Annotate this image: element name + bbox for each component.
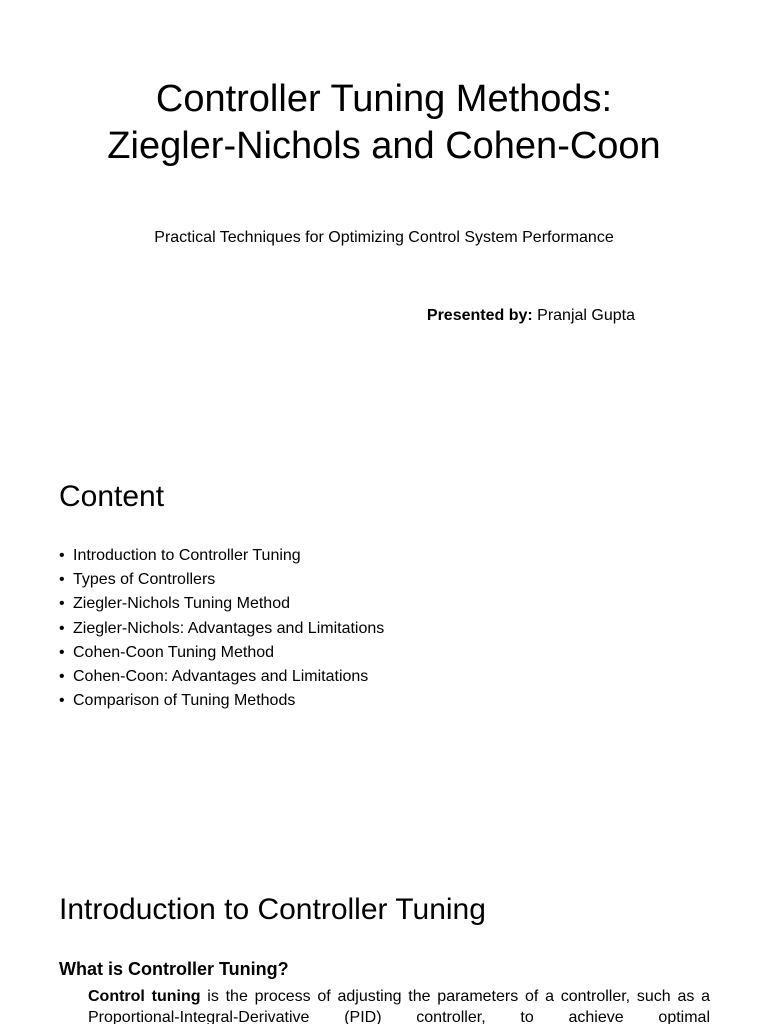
list-item xyxy=(59,641,384,665)
list-item xyxy=(59,544,384,568)
presenter-label: Presented by: xyxy=(426,307,533,324)
presentation-title xyxy=(0,76,768,170)
bullet: • xyxy=(59,595,65,613)
list-item-text: Cohen-Coon Tuning Method xyxy=(73,643,275,661)
presenter-line xyxy=(427,306,635,326)
content-list xyxy=(59,544,384,713)
title-line-1: Controller Tuning Methods: xyxy=(155,78,613,120)
bullet: • xyxy=(59,571,65,589)
presenter-name: Pranjal Gupta xyxy=(537,307,635,324)
list-item xyxy=(59,592,384,616)
list-item-text: Comparison of Tuning Methods xyxy=(73,692,296,710)
list-item-text: Cohen-Coon: Advantages and Limitations xyxy=(73,668,369,686)
bullet: • xyxy=(59,547,65,564)
bullet: • xyxy=(59,692,65,710)
list-item-text: Types of Controllers xyxy=(73,571,216,589)
list-item-text: Introduction to Controller Tuning xyxy=(73,547,301,564)
title-slide xyxy=(0,0,768,400)
definition-term: Control tuning xyxy=(88,988,201,1005)
list-item xyxy=(59,689,384,713)
list-item xyxy=(59,568,384,592)
list-item xyxy=(59,665,384,689)
title-line-2: Ziegler-Nichols and Cohen-Coon xyxy=(107,125,661,167)
definition-text: is the process of adjusting the parameters of a controller, such as a Proportional-Integral-Derivative (PID) controller, to achieve optimal xyxy=(88,988,711,1024)
list-item-text: Ziegler-Nichols: Advantages and Limitations xyxy=(73,619,385,637)
bullet: • xyxy=(59,643,65,661)
bullet: • xyxy=(59,619,65,637)
intro-question: What is Controller Tuning? xyxy=(59,959,289,979)
intro-slide xyxy=(0,864,768,1024)
intro-definition xyxy=(88,986,710,1024)
content-slide xyxy=(0,432,768,832)
list-item xyxy=(59,617,384,641)
intro-heading: Introduction to Controller Tuning xyxy=(59,893,486,926)
list-item-text: Ziegler-Nichols Tuning Method xyxy=(73,595,290,613)
bullet: • xyxy=(59,668,65,686)
content-heading: Content xyxy=(59,480,165,513)
presentation-subtitle: Practical Techniques for Optimizing Control System Performance xyxy=(154,229,614,246)
